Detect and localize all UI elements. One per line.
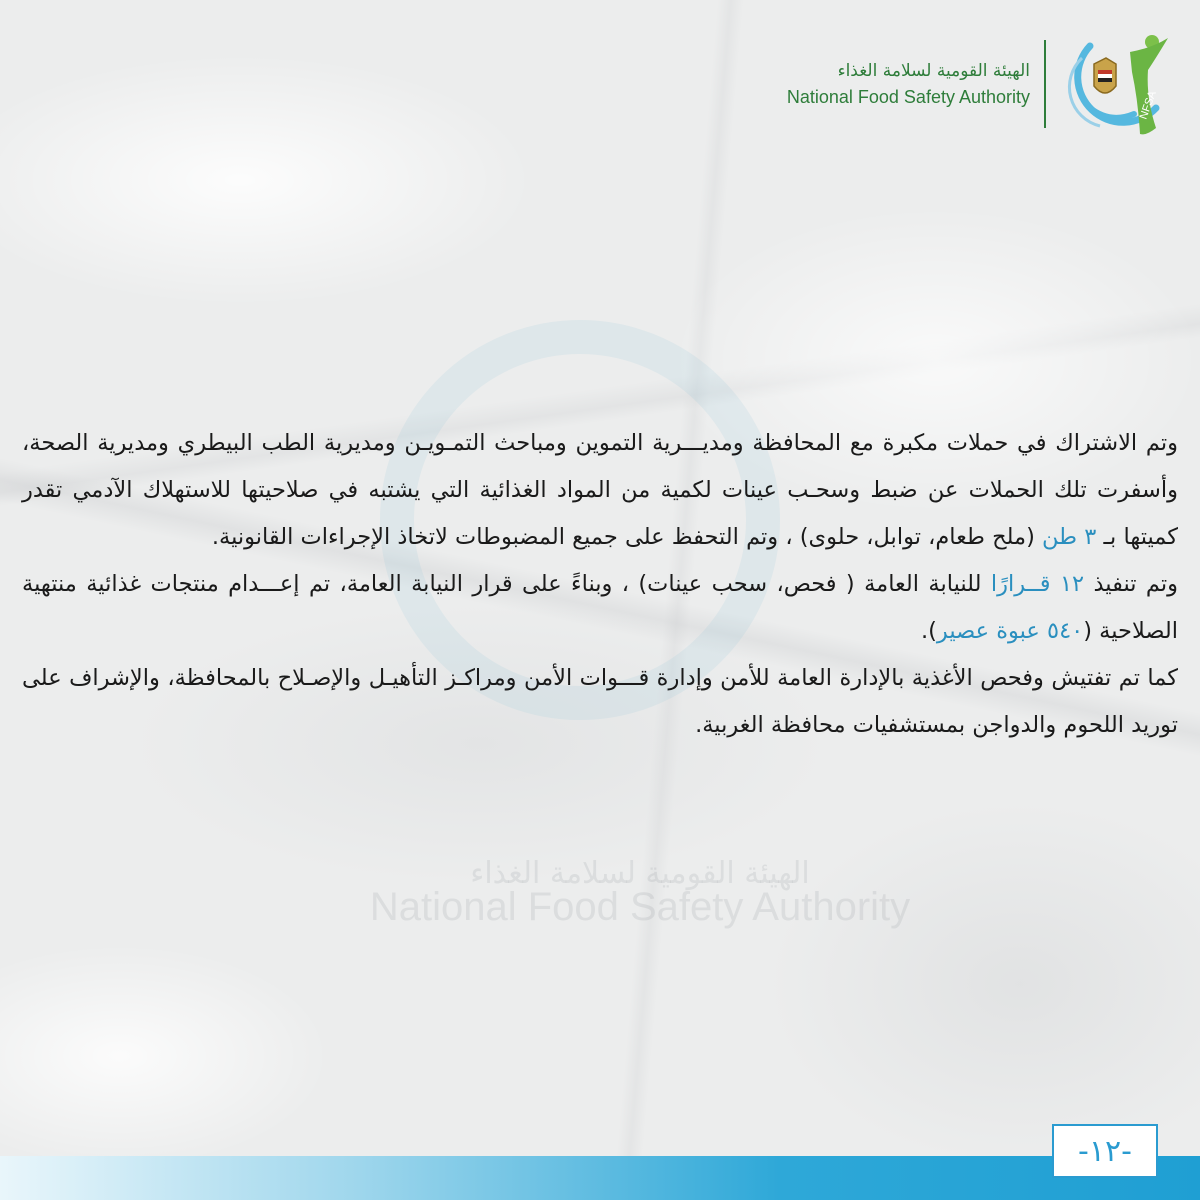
paragraph-2: [22, 561, 1178, 655]
paragraph-3: كما تم تفتيش وفحص الأغذية بالإدارة العامة للأمن وإدارة قـــوات الأمن ومراكـز التأهيـل والإصـلاح بالمحافظة، والإشراف على توريد اللحوم والدواجن بمستشفيات محافظة الغربية.: [22, 665, 1178, 738]
article-body: [22, 420, 1178, 749]
watermark-arabic: الهيئة القومية لسلامة الغذاء: [470, 856, 810, 891]
watermark-english: National Food Safety Authority: [369, 885, 911, 929]
watermark: [360, 856, 920, 930]
paragraph-1: [22, 420, 1178, 561]
brand-text: [787, 61, 1030, 108]
paragraph-1-text: وتم الاشتراك في حملات مكبرة مع المحافظة ومديـــرية التموين ومباحث التمـويـن ومديرية الطب البيطري ومديرية الصحة، وأسفرت تلك الحملات عن ضبط وسحـب عينات لكمية من المواد الغذائية التي يشتبه في صلاحيتها للاستهلاك الآدمي تقدر كميتها بـ: [22, 430, 1178, 550]
brand-divider: [1044, 40, 1046, 128]
juice-highlight: ٥٤٠ عبوة عصير: [936, 618, 1084, 644]
paragraph-2-text-end: ).: [920, 618, 937, 644]
footer-bar: [0, 1156, 1200, 1200]
page-number: -١٢-: [1052, 1124, 1158, 1178]
paragraph-2-text-middle: للنيابة العامة ( فحص، سحب عينات) ، وبناءً على قرار النيابة العامة، تم إعـــدام منتجات غذائية منتهية الصلاحية (: [22, 571, 1178, 644]
org-name-arabic: الهيئة القومية لسلامة الغذاء: [837, 60, 1030, 81]
paragraph-1-text-end: (ملح طعام، توابل، حلوى) ، وتم التحفظ على جميع المضبوطات لاتخاذ الإجراءات القانونية.: [211, 524, 1043, 550]
logo-text: NFSA: [1137, 89, 1159, 122]
decisions-highlight: ١٢ قــرارًا: [990, 571, 1085, 597]
org-name-english: National Food Safety Authority: [786, 86, 1030, 107]
paragraph-2-text: وتم تنفيذ: [1084, 571, 1178, 597]
quantity-highlight: ٣ طن: [1042, 524, 1097, 550]
nfsa-logo-icon: [1060, 28, 1172, 140]
header-logo: [787, 28, 1172, 140]
